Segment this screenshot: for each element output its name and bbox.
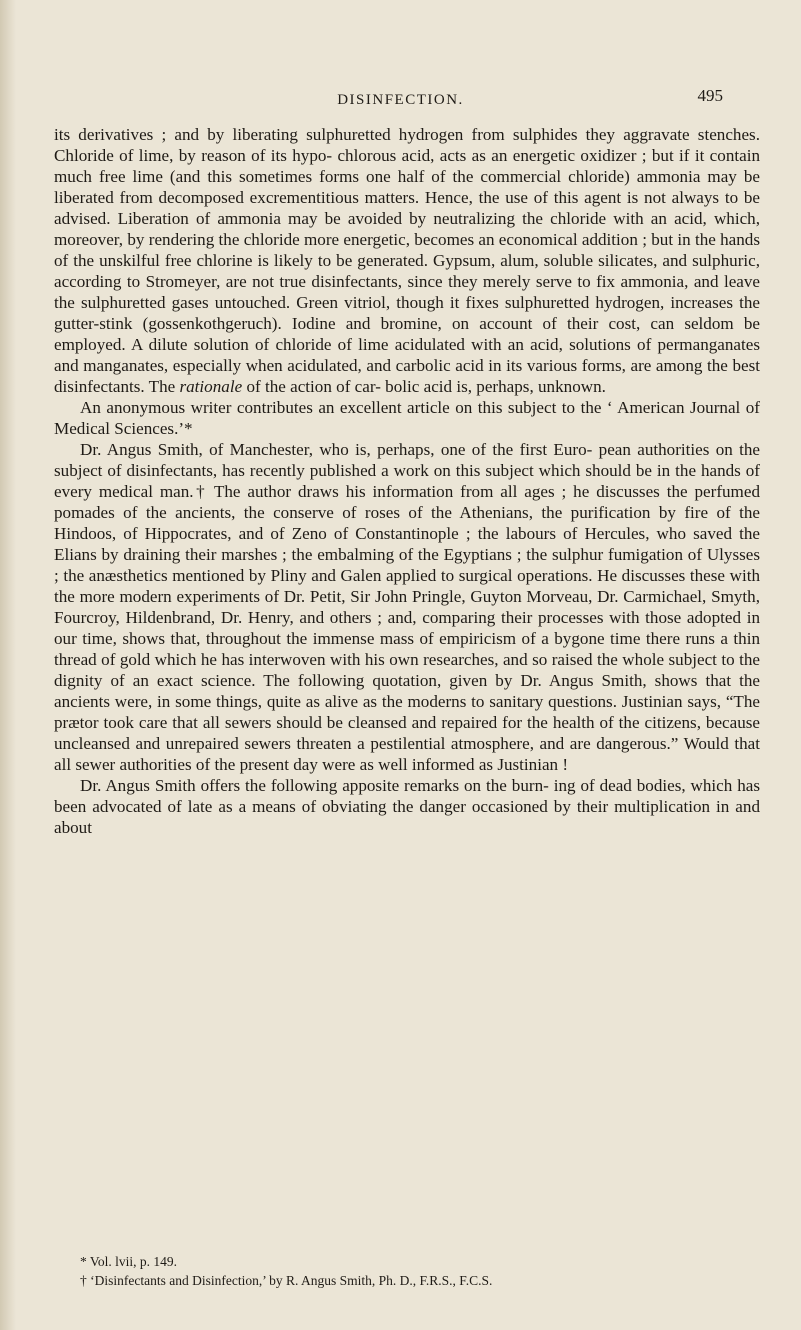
paragraph-1-text: its derivatives ; and by liberating sulphuretted hydrogen from sulphides they aggravate stenches. Chloride of lime, by reason of its hypo- chlorous acid, acts as an energetic oxidizer ; but if it contain much free lime (and this sometimes forms one half of the commercial chloride) ammonia may be liberated from decomposed excrementitious matters. Hence, the use of this agent is not always to be advised. Liberation of ammonia may be avoided by neutralizing the chloride with an acid, which, moreover, by rendering the chloride more energetic, becomes an economical addition ; but in the hands of the unskilful free chlorine is likely to be generated. Gypsum, alum, soluble silicates, and sulphuric, according to Stromeyer, are not true disinfectants, since they merely serve to fix ammonia, and leave the sulphuretted gases untouched. Green vitriol, though it fixes sulphuretted hydrogen, increases the gutter-stink (gossenkothgeruch). Iodine and bromine, on account of their cost, can seldom be employed. A dilute solution of chloride of lime acidulated with an acid, solutions of permanganates and manganates, especially when acidulated, and carbolic acid in its various forms, are among the best disinfectants. The — [54, 125, 760, 396]
running-head: DISINFECTION. — [337, 92, 464, 108]
page-gutter-shadow — [0, 0, 16, 1330]
body-text — [54, 124, 760, 838]
paragraph-1 — [54, 124, 760, 397]
footnote-1: * Vol. lvii, p. 149. — [80, 1254, 178, 1269]
paragraph-3: Dr. Angus Smith, of Manchester, who is, perhaps, one of the first Euro- pean authorities on the subject of disinfectants, has recently published a work on this subject which should be in the hands of every medical man.† The author draws his information from all ages ; he discusses the perfumed pomades of the ancients, the conserve of roses of the Athenians, the purification by fire of the Hindoos, of Hippocrates, and of Zeno of Constantinople ; the labours of Hercules, who saved the Elians by draining their marshes ; the embalming of the Egyptians ; the sulphur fumigation of Ulysses ; the anæsthetics mentioned by Pliny and Galen applied to surgical operations. He discusses these with the more modern experiments of Dr. Petit, Sir John Pringle, Guyton Morveau, Dr. Carmichael, Smyth, Fourcroy, Hildenbrand, Dr. Henry, and others ; and, comparing their processes with those adopted in our time, shows that, throughout the immense mass of empiricism of a bygone time there runs a thin thread of gold which he has interwoven with his own researches, and so raised the whole subject to the dignity of an exact science. The following quotation, given by Dr. Angus Smith, shows that the ancients were, in some things, quite as alive as the moderns to sanitary questions. Justinian says, “The prætor took care that all sewers should be cleansed and repaired for the health of the citizens, because uncleansed and unrepaired sewers threaten a pestilential atmosphere, and are dangerous.” Would that all sewer authorities of the present day were as well informed as Justinian ! — [54, 440, 760, 774]
page-number: 495 — [697, 86, 723, 105]
paragraph-1-text-end: of the action of car- bolic acid is, perhaps, unknown. — [242, 377, 606, 396]
paragraph-1-italic: rationale — [179, 377, 243, 396]
paragraph-2: An anonymous writer contributes an excellent article on this subject to the ‘ American Journal of Medical Sciences.’* — [54, 398, 760, 438]
paragraph-4: Dr. Angus Smith offers the following apposite remarks on the burn- ing of dead bodies, which has been advocated of late as a means of obviating the danger occasioned by their multiplication in and about — [54, 776, 760, 837]
footnote-2: † ‘Disinfectants and Disinfection,’ by R. Angus Smith, Ph. D., F.R.S., F.C.S. — [80, 1273, 493, 1288]
footnotes — [80, 1252, 770, 1290]
